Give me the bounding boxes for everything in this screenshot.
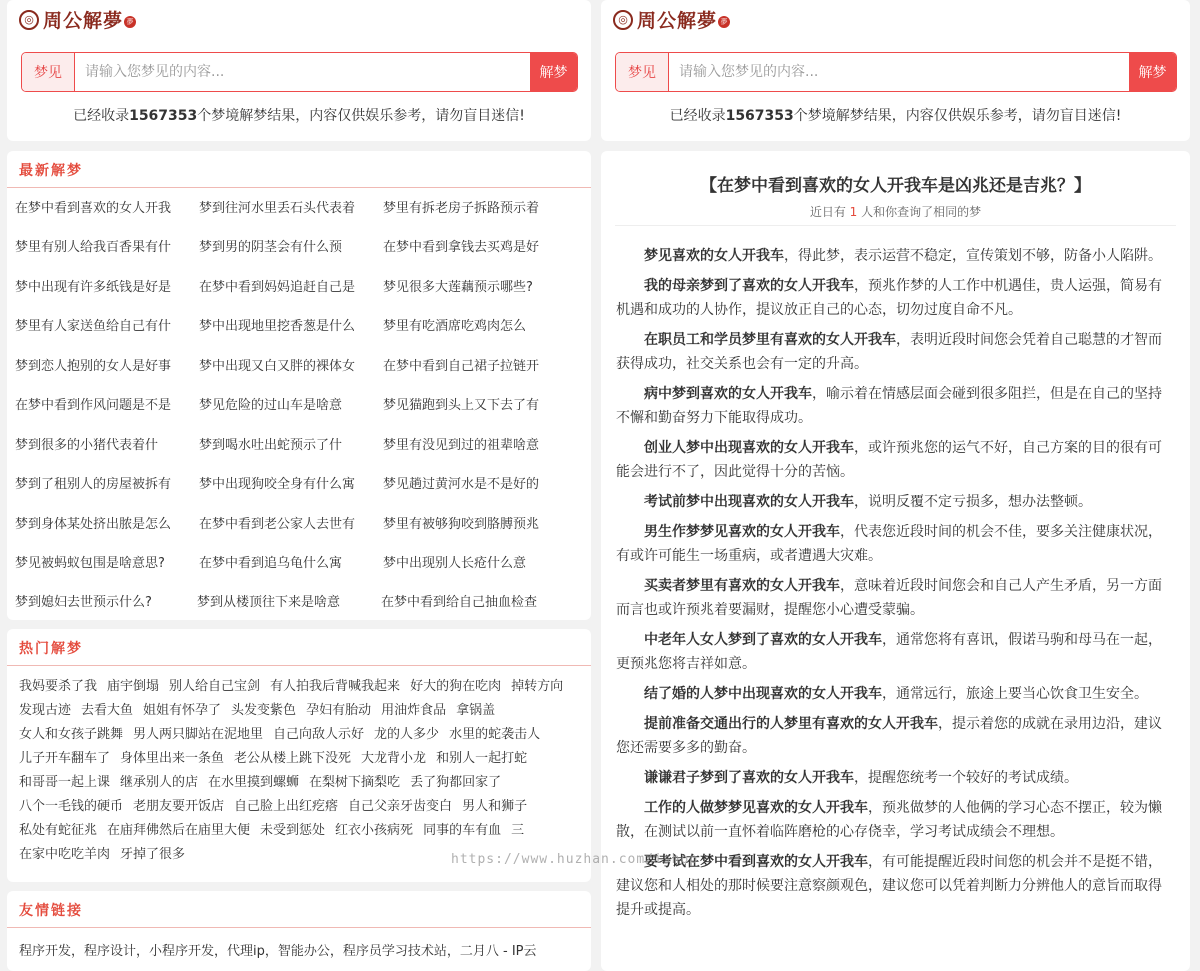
article-paragraph bbox=[616, 766, 1172, 790]
article-paragraph bbox=[616, 628, 1172, 676]
query-count: 1 bbox=[849, 205, 858, 219]
hot-item[interactable]: 未受到惩处 bbox=[260, 823, 326, 838]
paragraph-lead: 谦谦君子梦到了喜欢的女人开我车 bbox=[644, 770, 854, 786]
article-paragraph bbox=[616, 712, 1172, 760]
links-divider bbox=[7, 927, 591, 928]
hot-title: 热门解梦 bbox=[19, 641, 83, 657]
paragraph-lead: 梦见喜欢的女人开我车 bbox=[644, 248, 784, 264]
article-title: 【在梦中看到喜欢的女人开我车是凶兆还是吉兆？】 bbox=[700, 176, 1091, 196]
latest-item[interactable]: 在梦中看到作风问题是不是 bbox=[15, 398, 172, 413]
hot-item[interactable]: 在庙拜佛然后在庙里大便 bbox=[107, 823, 251, 838]
article-paragraph bbox=[616, 520, 1172, 568]
latest-item[interactable]: 在梦中看到自己裙子拉链开 bbox=[383, 359, 540, 374]
hot-item[interactable]: 八个一毛钱的硬币 bbox=[19, 799, 124, 814]
hot-item[interactable]: 自己脸上出红疙瘩 bbox=[234, 799, 339, 814]
hot-item[interactable]: 孕妇有胎动 bbox=[306, 703, 372, 718]
hot-item[interactable]: 同事的车有血 bbox=[423, 823, 502, 838]
paragraph-lead: 男生作梦梦见喜欢的女人开我车 bbox=[644, 524, 840, 540]
paragraph-text: ，预兆作梦的人工作中机遇佳，贵人运强，简易有机遇和成功的人协作，提议放正自己的心态，切勿过度自命不凡。 bbox=[616, 278, 1162, 318]
latest-item[interactable]: 梦中出现狗咬全身有什么寓 bbox=[199, 477, 356, 492]
brand-name: 周公解夢 bbox=[637, 10, 718, 32]
latest-item[interactable]: 在梦中看到妈妈追赶自己是 bbox=[199, 280, 356, 295]
hot-section bbox=[7, 629, 591, 882]
article-divider bbox=[615, 225, 1176, 226]
hot-item[interactable]: 丢了狗都回家了 bbox=[410, 775, 502, 790]
paragraph-text: ，或许预兆您的运气不好，自己方案的目的很有可能会进行不了，因此觉得十分的苦恼。 bbox=[616, 440, 1162, 480]
article-paragraph bbox=[616, 682, 1172, 706]
latest-item[interactable]: 在梦中看到喜欢的女人开我 bbox=[15, 201, 172, 216]
latest-item[interactable]: 在梦中看到老公家人去世有 bbox=[199, 517, 356, 532]
paragraph-lead: 要考试在梦中看到喜欢的女人开我车 bbox=[644, 854, 868, 870]
hot-item[interactable]: 自己向敌人示好 bbox=[273, 727, 365, 742]
hot-item[interactable]: 红衣小孩病死 bbox=[335, 823, 414, 838]
latest-item[interactable]: 梦到很多的小猪代表着什 bbox=[15, 438, 159, 453]
hot-item[interactable]: 儿子开车翻车了 bbox=[19, 751, 111, 766]
article-paragraph bbox=[616, 574, 1172, 622]
paragraph-text: ，通常您将有喜讯，假诺马驹和母马在一起，更预兆您将吉祥如意。 bbox=[616, 632, 1162, 672]
paragraph-lead: 提前准备交通出行的人梦里有喜欢的女人开我车 bbox=[644, 716, 938, 732]
latest-item[interactable]: 梦到媳妇去世预示什么? bbox=[15, 595, 152, 610]
latest-item[interactable]: 梦中出现又白又胖的裸体女 bbox=[199, 359, 356, 374]
search-label: 梦见 bbox=[22, 53, 75, 91]
paragraph-text: ，通常远行，旅途上要当心饮食卫生安全。 bbox=[882, 686, 1148, 702]
paragraph-text: ，喻示着在情感层面会碰到很多阻拦，但是在自己的坚持不懈和勤奋努力下能取得成功。 bbox=[616, 386, 1162, 426]
stats-line: 已经收录1567353个梦境解梦结果，内容仅供娱乐参考，请勿盲目迷信! bbox=[669, 108, 1122, 124]
hot-item[interactable]: 好大的狗在吃肉 bbox=[410, 679, 502, 694]
paragraph-text: ，说明反覆不定亏损多，想办法整顿。 bbox=[854, 494, 1092, 510]
latest-item[interactable]: 梦里有拆老房子拆路预示着 bbox=[383, 201, 540, 216]
article-paragraph bbox=[616, 490, 1172, 514]
watermark: https://www.huzhan.com/ishop bbox=[451, 852, 699, 867]
latest-item[interactable]: 梦见危险的过山车是啥意 bbox=[199, 398, 343, 413]
hot-item[interactable]: 拿锅盖 bbox=[456, 703, 496, 718]
latest-item[interactable]: 梦里有没见到过的祖辈啥意 bbox=[383, 438, 540, 453]
left-header-card bbox=[7, 0, 591, 141]
hot-item[interactable]: 水里的蛇袭击人 bbox=[449, 727, 541, 742]
links-title: 友情链接 bbox=[19, 903, 83, 919]
paragraph-text: ，预兆做梦的人他俩的学习心态不摆正，较为懒散，在测试以前一直怀着临阵磨枪的心存侥幸，学习考试成绩会不理想。 bbox=[616, 800, 1162, 840]
latest-item[interactable]: 梦里有别人给我百香果有什 bbox=[15, 240, 172, 255]
paragraph-lead: 我的母亲梦到了喜欢的女人开我车 bbox=[644, 278, 854, 294]
hot-item[interactable]: 自己父亲牙齿变白 bbox=[348, 799, 453, 814]
hot-item[interactable]: 有人拍我后背喊我起来 bbox=[270, 679, 401, 694]
hot-item[interactable]: 龙的人多少 bbox=[374, 727, 440, 742]
logo-swirl-icon: ◎ bbox=[613, 10, 633, 30]
hot-item[interactable]: 用油炸食品 bbox=[381, 703, 447, 718]
article-body bbox=[616, 244, 1172, 928]
latest-item[interactable]: 梦到了租别人的房屋被拆有 bbox=[15, 477, 172, 492]
article-paragraph bbox=[616, 382, 1172, 430]
latest-item[interactable]: 梦见猫跑到头上又下去了有 bbox=[383, 398, 540, 413]
latest-item[interactable]: 梦里有被够狗咬到胳膊预兆 bbox=[383, 517, 540, 532]
paragraph-text: ，提醒您统考一个较好的考试成绩。 bbox=[854, 770, 1078, 786]
stats-count: 1567353 bbox=[725, 108, 794, 124]
latest-item[interactable]: 梦到男的阴茎会有什么预 bbox=[199, 240, 343, 255]
article-paragraph bbox=[616, 244, 1172, 268]
paragraph-text: ，得此梦，表示运营不稳定，宣传策划不够，防备小人陷阱。 bbox=[784, 248, 1162, 264]
hot-item[interactable]: 身体里出来一条鱼 bbox=[120, 751, 225, 766]
hot-item[interactable]: 大龙背小龙 bbox=[361, 751, 427, 766]
article-card bbox=[601, 151, 1190, 971]
hot-item[interactable]: 男人两只脚站在泥地里 bbox=[133, 727, 264, 742]
latest-item[interactable]: 梦到身体某处挤出脓是怎么 bbox=[15, 517, 172, 532]
hot-item[interactable]: 头发变紫色 bbox=[231, 703, 297, 718]
hot-item[interactable]: 庙宇倒塌 bbox=[107, 679, 160, 694]
latest-item[interactable]: 梦见趟过黄河水是不是好的 bbox=[383, 477, 540, 492]
latest-item[interactable]: 梦中出现别人长疮什么意 bbox=[383, 556, 527, 571]
latest-item[interactable]: 梦到恋人抱别的女人是好事 bbox=[15, 359, 172, 374]
paragraph-text: ，有可能提醒近段时间您的机会并不是挺不错，建议您和人相处的那时候要注意察颜观色，建议您可以凭着判断力分辨他人的意旨而取得提升或提高。 bbox=[616, 854, 1162, 918]
site-logo[interactable] bbox=[19, 6, 136, 33]
stats-line: 已经收录1567353个梦境解梦结果，内容仅供娱乐参考，请勿盲目迷信! bbox=[73, 108, 525, 124]
hot-item[interactable]: 男人和狮子 bbox=[462, 799, 528, 814]
hot-item[interactable]: 我妈要杀了我 bbox=[19, 679, 98, 694]
paragraph-text: ，意味着近段时间您会和自己人产生矛盾，另一方面而言也或许预兆着要漏财，提醒您小心遭受蒙骗。 bbox=[616, 578, 1162, 618]
hot-item[interactable]: 发现古迹 bbox=[19, 703, 72, 718]
paragraph-lead: 考试前梦中出现喜欢的女人开我车 bbox=[644, 494, 854, 510]
latest-item[interactable]: 在梦中看到拿钱去买鸡是好 bbox=[383, 240, 540, 255]
hot-item[interactable]: 别人给自己宝剑 bbox=[169, 679, 261, 694]
hot-item[interactable]: 掉转方向 bbox=[511, 679, 564, 694]
article-paragraph bbox=[616, 274, 1172, 322]
search-label: 梦见 bbox=[616, 53, 669, 91]
paragraph-text: ，提示着您的成就在录用边沿，建议您还需要多多的勤奋。 bbox=[616, 716, 1162, 756]
paragraph-lead: 工作的人做梦梦见喜欢的女人开我车 bbox=[644, 800, 868, 816]
hot-item[interactable]: 姐姐有怀孕了 bbox=[143, 703, 222, 718]
hot-item[interactable]: 女人和女孩子跳舞 bbox=[19, 727, 124, 742]
stats-count: 1567353 bbox=[129, 108, 198, 124]
article-paragraph bbox=[616, 436, 1172, 484]
hot-item[interactable]: 在水里摸到螺蛳 bbox=[208, 775, 300, 790]
latest-item[interactable]: 梦里有人家送鱼给自己有什 bbox=[15, 319, 172, 334]
site-logo[interactable] bbox=[613, 6, 730, 33]
latest-item[interactable]: 在梦中看到给自己抽血检查 bbox=[381, 595, 538, 610]
search-bar bbox=[615, 52, 1177, 92]
hot-item[interactable]: 在家中吃吃羊肉 bbox=[19, 847, 111, 862]
brand-name: 周公解夢 bbox=[43, 10, 124, 32]
search-input[interactable] bbox=[75, 53, 530, 91]
brand-badge: 夢 bbox=[718, 16, 730, 28]
hot-list bbox=[19, 675, 575, 867]
hot-item[interactable]: 在梨树下摘梨吃 bbox=[309, 775, 401, 790]
hot-item[interactable]: 私处有蛇征兆 bbox=[19, 823, 98, 838]
links-section bbox=[7, 891, 591, 971]
links-text[interactable]: 程序开发，程序设计，小程序开发，代理ip，智能办公，程序员学习技术站，二月八 - IP云 bbox=[19, 944, 537, 959]
latest-item[interactable]: 梦见很多大莲藕预示哪些? bbox=[383, 280, 533, 295]
search-button[interactable]: 解梦 bbox=[1129, 53, 1176, 91]
hot-item[interactable]: 老朋友要开饭店 bbox=[133, 799, 225, 814]
latest-title: 最新解梦 bbox=[19, 163, 83, 179]
hot-item[interactable]: 牙掉了很多 bbox=[120, 847, 186, 862]
brand-badge: 夢 bbox=[124, 16, 136, 28]
article-paragraph bbox=[616, 796, 1172, 844]
search-bar bbox=[21, 52, 578, 92]
hot-item[interactable]: 去看大鱼 bbox=[81, 703, 134, 718]
paragraph-lead: 创业人梦中出现喜欢的女人开我车 bbox=[644, 440, 854, 456]
paragraph-lead: 买卖者梦里有喜欢的女人开我车 bbox=[644, 578, 840, 594]
article-subtitle: 近日有 1 人和你查询了相同的梦 bbox=[809, 205, 982, 219]
hot-item[interactable]: 和哥哥一起上课 bbox=[19, 775, 111, 790]
paragraph-lead: 在职员工和学员梦里有喜欢的女人开我车 bbox=[644, 332, 896, 348]
paragraph-lead: 病中梦到喜欢的女人开我车 bbox=[644, 386, 812, 402]
latest-item[interactable]: 梦中出现有许多纸钱是好是 bbox=[15, 280, 172, 295]
paragraph-text: ，代表您近段时间的机会不佳，要多关注健康状况，有或许可能生一场重病，或者遭遇大灾难。 bbox=[616, 524, 1162, 564]
article-paragraph bbox=[616, 850, 1172, 922]
right-header-card bbox=[601, 0, 1190, 141]
hot-item[interactable]: 和别人一起打蛇 bbox=[436, 751, 528, 766]
latest-item[interactable]: 梦到从楼顶往下来是啥意 bbox=[197, 595, 341, 610]
search-input[interactable] bbox=[669, 53, 1129, 91]
paragraph-lead: 中老年人女人梦到了喜欢的女人开我车 bbox=[644, 632, 882, 648]
latest-item[interactable]: 梦中出现地里挖香葱是什么 bbox=[199, 319, 356, 334]
latest-divider bbox=[7, 187, 591, 188]
latest-item[interactable]: 梦里有吃酒席吃鸡肉怎么 bbox=[383, 319, 527, 334]
latest-item[interactable]: 梦见被蚂蚁包围是啥意思? bbox=[15, 556, 165, 571]
latest-item[interactable]: 梦到喝水吐出蛇预示了什 bbox=[199, 438, 343, 453]
latest-item[interactable]: 梦到往河水里丢石头代表着 bbox=[199, 201, 356, 216]
hot-item[interactable]: 老公从楼上跳下没死 bbox=[234, 751, 352, 766]
latest-section bbox=[7, 151, 591, 620]
article-paragraph bbox=[616, 328, 1172, 376]
search-button[interactable]: 解梦 bbox=[530, 53, 577, 91]
hot-divider bbox=[7, 665, 591, 666]
paragraph-lead: 结了婚的人梦中出现喜欢的女人开我车 bbox=[644, 686, 882, 702]
latest-item[interactable]: 在梦中看到追乌龟什么寓 bbox=[199, 556, 343, 571]
hot-item[interactable]: 继承别人的店 bbox=[120, 775, 199, 790]
logo-swirl-icon: ◎ bbox=[19, 10, 39, 30]
hot-item[interactable]: 三 bbox=[511, 823, 525, 838]
paragraph-text: ，表明近段时间您会凭着自己聪慧的才智而获得成功，社交关系也会有一定的升高。 bbox=[616, 332, 1162, 372]
